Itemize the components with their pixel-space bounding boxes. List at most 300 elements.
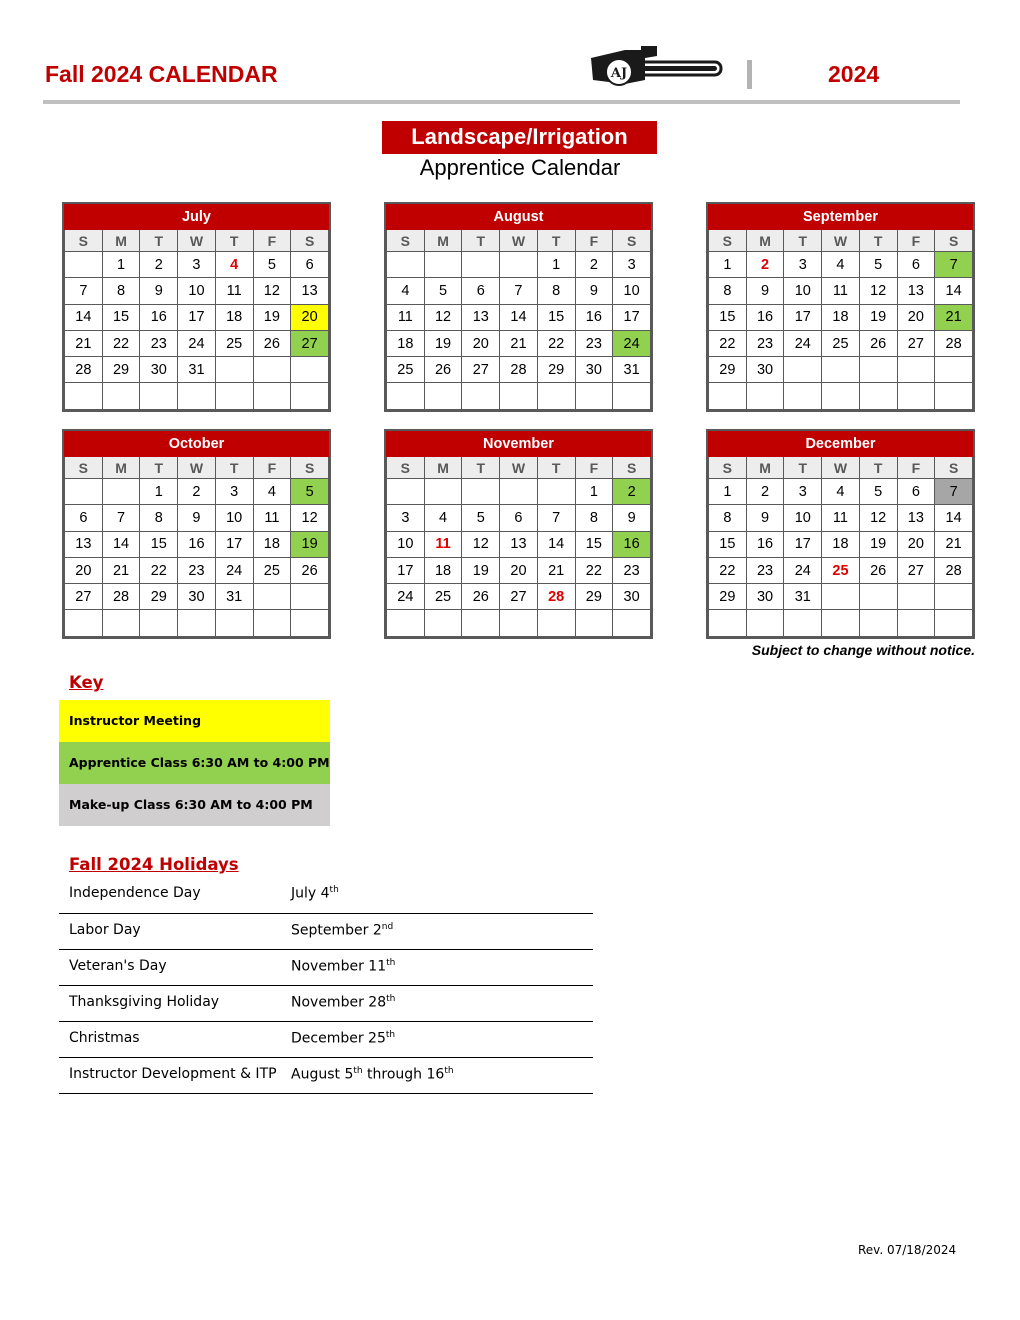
day-cell: 2 xyxy=(613,479,651,505)
empty-day-cell xyxy=(215,383,253,409)
day-cell: 31 xyxy=(613,357,651,383)
holiday-row xyxy=(59,1021,593,1057)
empty-day-cell xyxy=(178,383,216,409)
week-row xyxy=(65,278,329,304)
header-year: 2024 xyxy=(828,61,880,87)
month-september xyxy=(706,202,975,412)
weekday-label: M xyxy=(424,230,462,252)
empty-day-cell xyxy=(537,610,575,636)
empty-day-cell xyxy=(291,610,329,636)
week-row xyxy=(387,330,651,356)
weekday-label: S xyxy=(935,457,973,479)
week-row xyxy=(65,531,329,557)
empty-day-cell xyxy=(291,357,329,383)
day-cell: 28 xyxy=(537,584,575,610)
day-cell: 30 xyxy=(178,584,216,610)
day-cell: 19 xyxy=(253,304,291,330)
empty-day-cell xyxy=(462,383,500,409)
day-cell: 23 xyxy=(178,557,216,583)
holiday-name: Labor Day xyxy=(59,913,291,949)
day-cell: 31 xyxy=(178,357,216,383)
day-cell: 30 xyxy=(746,584,784,610)
day-cell: 23 xyxy=(746,557,784,583)
day-cell: 21 xyxy=(935,531,973,557)
week-row xyxy=(387,505,651,531)
day-cell: 19 xyxy=(291,531,329,557)
day-cell: 12 xyxy=(253,278,291,304)
empty-day-cell xyxy=(65,479,103,505)
day-cell: 24 xyxy=(784,557,822,583)
key-item-apprentice-class xyxy=(59,742,330,784)
day-cell: 8 xyxy=(575,505,613,531)
day-cell: 14 xyxy=(500,304,538,330)
day-cell: 3 xyxy=(387,505,425,531)
day-cell: 27 xyxy=(897,557,935,583)
day-cell: 25 xyxy=(387,357,425,383)
empty-day-cell xyxy=(500,252,538,278)
empty-day-cell xyxy=(178,610,216,636)
day-cell: 21 xyxy=(935,304,973,330)
holidays-heading: Fall 2024 Holidays xyxy=(69,855,239,874)
day-cell: 8 xyxy=(140,505,178,531)
day-cell: 13 xyxy=(897,278,935,304)
empty-day-cell xyxy=(387,479,425,505)
holiday-name: Instructor Development & ITP xyxy=(59,1057,291,1093)
empty-day-cell xyxy=(822,610,860,636)
empty-day-cell xyxy=(65,252,103,278)
month-name: December xyxy=(709,432,973,457)
header-divider xyxy=(747,60,752,89)
weekday-label: T xyxy=(784,457,822,479)
day-cell: 20 xyxy=(291,304,329,330)
day-cell: 7 xyxy=(102,505,140,531)
weekday-label: M xyxy=(424,457,462,479)
holiday-date-date: July 4 xyxy=(291,885,330,902)
holiday-date-suffix: th xyxy=(386,957,396,968)
empty-day-cell xyxy=(935,383,973,409)
day-cell: 6 xyxy=(291,252,329,278)
week-row xyxy=(65,357,329,383)
day-cell: 28 xyxy=(102,584,140,610)
day-cell: 2 xyxy=(746,252,784,278)
day-cell: 24 xyxy=(178,330,216,356)
weekday-label: T xyxy=(462,457,500,479)
day-cell: 10 xyxy=(178,278,216,304)
day-cell: 15 xyxy=(102,304,140,330)
day-cell: 12 xyxy=(291,505,329,531)
key-item-makeup-class xyxy=(59,784,330,826)
holidays-table xyxy=(59,877,593,1094)
day-cell: 13 xyxy=(462,304,500,330)
day-cell: 7 xyxy=(537,505,575,531)
week-row xyxy=(387,252,651,278)
month-name: November xyxy=(387,432,651,457)
weekday-label: T xyxy=(784,230,822,252)
empty-day-cell xyxy=(462,252,500,278)
week-row xyxy=(387,610,651,636)
day-cell: 4 xyxy=(387,278,425,304)
day-cell: 18 xyxy=(215,304,253,330)
day-cell: 2 xyxy=(575,252,613,278)
empty-day-cell xyxy=(859,383,897,409)
day-cell: 19 xyxy=(462,557,500,583)
day-cell: 16 xyxy=(178,531,216,557)
holiday-name: Christmas xyxy=(59,1021,291,1057)
day-cell: 17 xyxy=(178,304,216,330)
day-cell: 25 xyxy=(822,557,860,583)
day-cell: 29 xyxy=(537,357,575,383)
day-cell: 20 xyxy=(897,304,935,330)
weekday-label: T xyxy=(859,457,897,479)
holiday-date-suffix: th xyxy=(386,993,396,1004)
day-cell: 30 xyxy=(613,584,651,610)
day-cell: 10 xyxy=(784,505,822,531)
day-cell: 2 xyxy=(178,479,216,505)
empty-day-cell xyxy=(102,479,140,505)
week-row xyxy=(65,584,329,610)
week-row xyxy=(387,531,651,557)
day-cell: 3 xyxy=(784,479,822,505)
week-row xyxy=(65,505,329,531)
month-name: October xyxy=(65,432,329,457)
day-cell: 11 xyxy=(822,278,860,304)
day-cell: 5 xyxy=(424,278,462,304)
weekday-label: M xyxy=(746,457,784,479)
day-cell: 19 xyxy=(859,304,897,330)
weekday-label: S xyxy=(291,457,329,479)
day-cell: 29 xyxy=(140,584,178,610)
holiday-date-date: November 28 xyxy=(291,994,387,1011)
day-cell: 22 xyxy=(537,330,575,356)
holiday-date-date: November 11 xyxy=(291,958,387,975)
month-table xyxy=(708,431,973,637)
week-row xyxy=(709,505,973,531)
holiday-date-suffix: th xyxy=(385,1029,396,1040)
week-row xyxy=(65,252,329,278)
day-cell: 21 xyxy=(102,557,140,583)
day-cell: 6 xyxy=(462,278,500,304)
day-cell: 9 xyxy=(746,505,784,531)
empty-day-cell xyxy=(140,383,178,409)
holiday-row xyxy=(59,877,593,913)
holiday-date xyxy=(291,913,593,949)
holiday-row xyxy=(59,1057,593,1093)
weekday-label: S xyxy=(65,457,103,479)
day-cell: 10 xyxy=(215,505,253,531)
day-cell: 2 xyxy=(746,479,784,505)
day-cell: 3 xyxy=(613,252,651,278)
empty-day-cell xyxy=(822,357,860,383)
weekday-label: M xyxy=(102,457,140,479)
empty-day-cell xyxy=(784,357,822,383)
holiday-date-suffix: th xyxy=(353,1065,363,1076)
day-cell: 12 xyxy=(859,505,897,531)
holiday-date-date: December 25 xyxy=(291,1030,386,1047)
day-cell: 26 xyxy=(291,557,329,583)
key-heading: Key xyxy=(69,673,104,692)
empty-day-cell xyxy=(291,383,329,409)
day-cell: 11 xyxy=(215,278,253,304)
day-cell: 24 xyxy=(215,557,253,583)
empty-day-cell xyxy=(253,584,291,610)
day-cell: 7 xyxy=(935,479,973,505)
empty-day-cell xyxy=(709,383,747,409)
holiday-date-date2: through 16 xyxy=(362,1066,445,1083)
empty-day-cell xyxy=(424,252,462,278)
day-cell: 14 xyxy=(935,278,973,304)
weekday-label: M xyxy=(102,230,140,252)
weekday-label: W xyxy=(500,230,538,252)
week-row xyxy=(709,557,973,583)
day-cell: 11 xyxy=(822,505,860,531)
day-cell: 22 xyxy=(102,330,140,356)
notice-text: Subject to change without notice. xyxy=(751,642,975,658)
day-cell: 26 xyxy=(859,557,897,583)
day-cell: 26 xyxy=(462,584,500,610)
month-name: July xyxy=(65,205,329,230)
day-cell: 21 xyxy=(537,557,575,583)
weekday-label: T xyxy=(215,230,253,252)
day-cell: 25 xyxy=(215,330,253,356)
empty-day-cell xyxy=(65,610,103,636)
day-cell: 25 xyxy=(253,557,291,583)
holiday-name: Independence Day xyxy=(59,877,291,913)
day-cell: 3 xyxy=(215,479,253,505)
day-cell: 5 xyxy=(859,252,897,278)
month-august xyxy=(384,202,653,412)
key-item-label: Instructor Meeting xyxy=(69,713,202,728)
week-row xyxy=(65,479,329,505)
week-row xyxy=(709,479,973,505)
day-cell: 11 xyxy=(387,304,425,330)
day-cell: 10 xyxy=(613,278,651,304)
weekday-label: W xyxy=(500,457,538,479)
empty-day-cell xyxy=(746,383,784,409)
day-cell: 29 xyxy=(575,584,613,610)
day-cell: 24 xyxy=(387,584,425,610)
program-subtitle: Apprentice Calendar xyxy=(419,155,621,180)
header-rule xyxy=(43,100,960,104)
month-july xyxy=(62,202,331,412)
day-cell: 25 xyxy=(822,330,860,356)
day-cell: 27 xyxy=(291,330,329,356)
day-cell: 22 xyxy=(709,330,747,356)
day-cell: 16 xyxy=(613,531,651,557)
day-cell: 27 xyxy=(462,357,500,383)
weekday-label: F xyxy=(253,457,291,479)
empty-day-cell xyxy=(65,383,103,409)
weekday-label: T xyxy=(140,230,178,252)
empty-day-cell xyxy=(102,610,140,636)
week-row xyxy=(65,383,329,409)
day-cell: 28 xyxy=(935,330,973,356)
holiday-row xyxy=(59,985,593,1021)
day-cell: 23 xyxy=(575,330,613,356)
day-cell: 6 xyxy=(897,479,935,505)
day-cell: 9 xyxy=(613,505,651,531)
day-cell: 30 xyxy=(140,357,178,383)
empty-day-cell xyxy=(784,383,822,409)
day-cell: 4 xyxy=(215,252,253,278)
day-cell: 30 xyxy=(575,357,613,383)
day-cell: 4 xyxy=(253,479,291,505)
day-cell: 1 xyxy=(709,479,747,505)
week-row xyxy=(387,584,651,610)
month-december xyxy=(706,429,975,639)
day-cell: 1 xyxy=(575,479,613,505)
day-cell: 1 xyxy=(140,479,178,505)
day-cell: 17 xyxy=(215,531,253,557)
day-cell: 23 xyxy=(613,557,651,583)
day-cell: 20 xyxy=(500,557,538,583)
day-cell: 13 xyxy=(500,531,538,557)
day-cell: 10 xyxy=(784,278,822,304)
holiday-name: Veteran's Day xyxy=(59,949,291,985)
day-cell: 4 xyxy=(822,479,860,505)
empty-day-cell xyxy=(387,610,425,636)
day-cell: 25 xyxy=(424,584,462,610)
empty-day-cell xyxy=(537,383,575,409)
weekday-label: F xyxy=(253,230,291,252)
empty-day-cell xyxy=(897,357,935,383)
day-cell: 14 xyxy=(935,505,973,531)
day-cell: 18 xyxy=(253,531,291,557)
day-cell: 8 xyxy=(709,505,747,531)
day-cell: 18 xyxy=(424,557,462,583)
week-row xyxy=(65,304,329,330)
day-cell: 5 xyxy=(462,505,500,531)
day-cell: 10 xyxy=(387,531,425,557)
week-row xyxy=(65,330,329,356)
day-cell: 6 xyxy=(65,505,103,531)
empty-day-cell xyxy=(500,383,538,409)
day-cell: 3 xyxy=(784,252,822,278)
day-cell: 13 xyxy=(291,278,329,304)
day-cell: 31 xyxy=(784,584,822,610)
day-cell: 16 xyxy=(746,531,784,557)
day-cell: 8 xyxy=(709,278,747,304)
empty-day-cell xyxy=(253,610,291,636)
weekday-label: W xyxy=(822,230,860,252)
week-row xyxy=(387,278,651,304)
empty-day-cell xyxy=(387,252,425,278)
day-cell: 7 xyxy=(500,278,538,304)
day-cell: 21 xyxy=(500,330,538,356)
day-cell: 18 xyxy=(822,531,860,557)
day-cell: 8 xyxy=(102,278,140,304)
empty-day-cell xyxy=(575,610,613,636)
holiday-row xyxy=(59,949,593,985)
empty-day-cell xyxy=(424,383,462,409)
month-name: August xyxy=(387,205,651,230)
empty-day-cell xyxy=(935,610,973,636)
weekday-label: F xyxy=(575,230,613,252)
day-cell: 23 xyxy=(140,330,178,356)
weekday-label: W xyxy=(822,457,860,479)
day-cell: 22 xyxy=(575,557,613,583)
day-cell: 20 xyxy=(897,531,935,557)
holiday-row xyxy=(59,913,593,949)
day-cell: 19 xyxy=(424,330,462,356)
day-cell: 12 xyxy=(424,304,462,330)
page-title: Fall 2024 CALENDAR xyxy=(45,61,278,87)
empty-day-cell xyxy=(859,357,897,383)
weekday-label: S xyxy=(935,230,973,252)
day-cell: 15 xyxy=(537,304,575,330)
weekday-label: T xyxy=(140,457,178,479)
empty-day-cell xyxy=(291,584,329,610)
week-row xyxy=(387,479,651,505)
empty-day-cell xyxy=(859,610,897,636)
weekday-label: T xyxy=(537,230,575,252)
empty-day-cell xyxy=(500,479,538,505)
day-cell: 15 xyxy=(709,531,747,557)
week-row xyxy=(709,357,973,383)
empty-day-cell xyxy=(897,584,935,610)
revision-date: Rev. 07/18/2024 xyxy=(858,1243,957,1257)
week-row xyxy=(709,252,973,278)
weekday-label: S xyxy=(65,230,103,252)
week-row xyxy=(387,383,651,409)
day-cell: 1 xyxy=(537,252,575,278)
day-cell: 19 xyxy=(859,531,897,557)
holiday-date xyxy=(291,949,593,985)
day-cell: 30 xyxy=(746,357,784,383)
day-cell: 26 xyxy=(859,330,897,356)
empty-day-cell xyxy=(462,479,500,505)
day-cell: 27 xyxy=(897,330,935,356)
holiday-name: Thanksgiving Holiday xyxy=(59,985,291,1021)
weekday-label: S xyxy=(387,457,425,479)
weekday-label: T xyxy=(537,457,575,479)
weekday-label: M xyxy=(746,230,784,252)
holiday-date-suffix: th xyxy=(329,885,339,895)
day-cell: 11 xyxy=(253,505,291,531)
holiday-date xyxy=(291,985,593,1021)
day-cell: 15 xyxy=(140,531,178,557)
week-row xyxy=(709,610,973,636)
weekday-label: S xyxy=(613,230,651,252)
week-row xyxy=(709,304,973,330)
weekday-label: S xyxy=(709,230,747,252)
weekday-label: W xyxy=(178,230,216,252)
key-item-label: Apprentice Class 6:30 AM to 4:00 PM xyxy=(69,755,330,770)
day-cell: 9 xyxy=(746,278,784,304)
day-cell: 18 xyxy=(387,330,425,356)
day-cell: 5 xyxy=(291,479,329,505)
day-cell: 4 xyxy=(822,252,860,278)
holiday-date-suffix2: th xyxy=(444,1065,454,1076)
empty-day-cell xyxy=(462,610,500,636)
day-cell: 28 xyxy=(500,357,538,383)
day-cell: 15 xyxy=(709,304,747,330)
day-cell: 26 xyxy=(253,330,291,356)
weekday-label: F xyxy=(897,457,935,479)
empty-day-cell xyxy=(897,610,935,636)
empty-day-cell xyxy=(822,383,860,409)
week-row xyxy=(65,557,329,583)
day-cell: 14 xyxy=(537,531,575,557)
month-table xyxy=(708,204,973,410)
day-cell: 21 xyxy=(65,330,103,356)
empty-day-cell xyxy=(935,584,973,610)
holiday-date xyxy=(291,1057,593,1093)
month-table xyxy=(64,431,329,637)
day-cell: 22 xyxy=(709,557,747,583)
weekday-label: S xyxy=(291,230,329,252)
day-cell: 9 xyxy=(178,505,216,531)
day-cell: 4 xyxy=(424,505,462,531)
